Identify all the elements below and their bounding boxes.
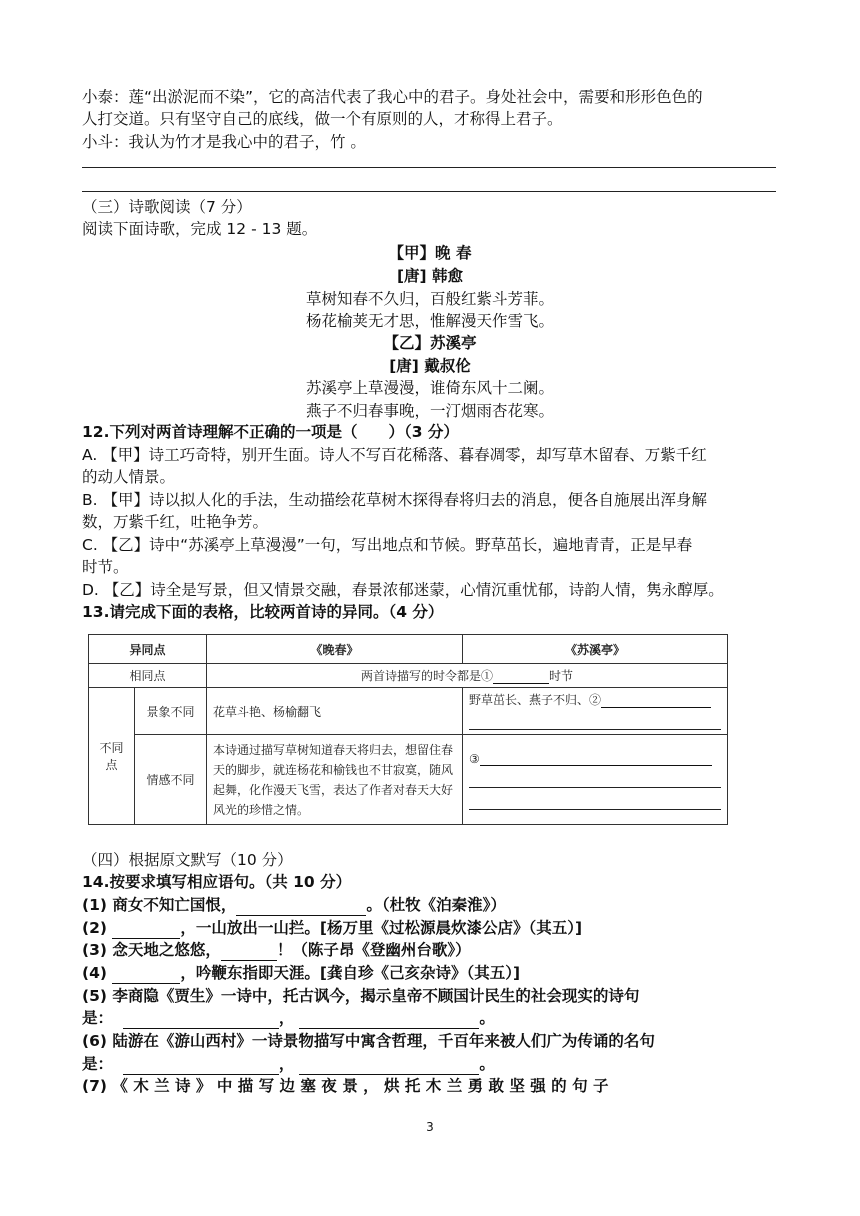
- answer-rule: [82, 167, 776, 168]
- fill-item-5-answer: [82, 1007, 495, 1029]
- fill-item-2: [82, 917, 582, 939]
- option-a-cont: 的动人情景。: [82, 468, 176, 486]
- dialogue-line: 小泰：莲“出淤泥而不染”，它的高洁代表了我心中的君子。身处社会中，需要和形形色色的: [82, 88, 703, 106]
- emotion-suxiting-cell: [463, 735, 728, 825]
- blank-3[interactable]: [480, 749, 712, 766]
- item-text: ，: [278, 1055, 295, 1073]
- answer-line[interactable]: [469, 767, 721, 788]
- fill-blank[interactable]: [221, 944, 277, 961]
- fill-blank[interactable]: [112, 967, 180, 984]
- item-text: (4): [82, 964, 113, 982]
- blank-1[interactable]: [493, 667, 549, 684]
- item-text: 。（杜牧《泊秦淮》）: [366, 896, 506, 914]
- scene-suxiting-cell: [463, 688, 728, 735]
- poem-line: 燕子不归春事晚，一汀烟雨杏花寒。: [305, 402, 554, 420]
- fill-item-7: (7) 《 木 兰 诗 》 中 描 写 边 塞 夜 景 ， 烘 托 木 兰 勇 敢 坚 强 的 句 子: [82, 1077, 609, 1095]
- row-label: 景象不同: [135, 688, 207, 735]
- answer-line[interactable]: [469, 709, 721, 730]
- question-stem: 14.按要求填写相应语句。（共 10 分）: [82, 873, 352, 891]
- fill-item-4: [82, 962, 520, 984]
- question-stem: 12.下列对两首诗理解不正确的一项是（ ）（3 分）: [82, 423, 459, 441]
- page-number: 3: [426, 1120, 434, 1134]
- option-a: A. 【甲】诗工巧奇特，别开生面。诗人不写百花稀落、暮春凋零，却写草木留春、万紫千红: [82, 446, 707, 464]
- item-text: 是：: [82, 1055, 114, 1073]
- scene-wanchun: 花草斗艳、杨榆翻飞: [207, 688, 463, 735]
- answer-line[interactable]: [469, 789, 721, 810]
- question-stem: 13.请完成下面的表格，比较两首诗的异同。（4 分）: [82, 603, 444, 621]
- dialogue-line: 小斗：我认为竹才是我心中的君子，竹 。: [82, 133, 366, 151]
- fill-blank[interactable]: [236, 899, 366, 916]
- fill-item-3: [82, 939, 471, 961]
- option-c-cont: 时节。: [82, 558, 129, 576]
- same-point-cell: [207, 664, 728, 688]
- item-text: ！（陈子昂《登幽州台歌》）: [276, 941, 471, 959]
- poem-line: 苏溪亭上草漫漫，谁倚东风十二阑。: [305, 379, 554, 397]
- section-heading: （四）根据原文默写（10 分）: [82, 851, 293, 869]
- option-c: C. 【乙】诗中“苏溪亭上草漫漫”一句，写出地点和节候。野草茁长，遍地青青，正是早春: [82, 536, 693, 554]
- item-text: 。: [479, 1009, 495, 1027]
- table-header: 《晚春》: [207, 635, 463, 664]
- row-label: 相同点: [89, 664, 207, 688]
- item-text: (2): [82, 919, 113, 937]
- poem-author: [唐] 韩愈: [396, 267, 464, 285]
- fill-blank[interactable]: [299, 1012, 479, 1029]
- scene-suxiting: 野草茁长、燕子不归、②: [469, 693, 602, 707]
- fill-item-6: (6) 陆游在《游山西村》一诗景物描写中寓含哲理，千百年来被人们广为传诵的名句: [82, 1032, 655, 1050]
- fill-blank[interactable]: [123, 1058, 279, 1075]
- item-text: (1) 商女不知亡国恨，: [82, 896, 237, 914]
- same-text-suffix: 时节: [549, 669, 574, 683]
- poem-author: [唐] 戴叔伦: [389, 357, 471, 375]
- option-b-cont: 数，万紫千红，吐艳争芳。: [82, 513, 269, 531]
- emotion-suxiting: ③: [469, 751, 480, 766]
- poem-line: 草树知春不久归，百般红紫斗芳菲。: [305, 290, 554, 308]
- item-text: ，一山放出一山拦。[杨万里《过松源晨炊漆公店》（其五）]: [180, 919, 583, 937]
- poem-title: 【甲】晚 春: [388, 244, 472, 262]
- same-text: 两首诗描写的时令都是①: [360, 669, 493, 683]
- table-header: 异同点: [89, 635, 207, 664]
- dialogue-line: 人打交道。只有坚守自己的底线，做一个有原则的人，才称得上君子。: [82, 110, 563, 128]
- emotion-wanchun: 本诗通过描写草树知道春天将归去，想留住春天的脚步，就连杨花和榆钱也不甘寂寞，随风起舞，化作漫天飞雪，表达了作者对春天大好风光的珍惜之情。: [207, 735, 463, 825]
- blank-2[interactable]: [601, 691, 711, 708]
- fill-item-6-answer: [82, 1053, 495, 1075]
- item-text: 是：: [82, 1009, 114, 1027]
- fill-blank[interactable]: [123, 1012, 279, 1029]
- item-text: (3) 念天地之悠悠，: [82, 941, 221, 959]
- comparison-table: [88, 634, 728, 825]
- option-b: B. 【甲】诗以拟人化的手法，生动描绘花草树木探得春将归去的消息，便各自施展出浑身解: [82, 491, 707, 509]
- section-heading: （三）诗歌阅读（7 分）: [82, 198, 252, 216]
- row-label: 不同点: [89, 688, 135, 825]
- fill-blank[interactable]: [299, 1058, 479, 1075]
- item-text: ，: [278, 1009, 295, 1027]
- instruction: 阅读下面诗歌，完成 12 - 13 题。: [82, 220, 318, 238]
- item-text: ，吟鞭东指即天涯。[龚自珍《己亥杂诗》（其五）]: [180, 964, 521, 982]
- fill-item-5: (5) 李商隐《贾生》一诗中，托古讽今，揭示皇帝不顾国计民生的社会现实的诗句: [82, 987, 640, 1005]
- answer-rule: [82, 191, 776, 192]
- poem-title: 【乙】苏溪亭: [383, 334, 477, 352]
- option-d: D. 【乙】诗全是写景，但又情景交融，春景浓郁迷蒙，心情沉重忧郁，诗韵人情，隽永醇厚。: [82, 581, 724, 599]
- fill-blank[interactable]: [112, 922, 180, 939]
- poem-line: 杨花榆荚无才思，惟解漫天作雪飞。: [305, 312, 554, 330]
- table-header: 《苏溪亭》: [463, 635, 728, 664]
- row-label: 情感不同: [135, 735, 207, 825]
- fill-item-1: [82, 894, 506, 916]
- item-text: 。: [479, 1055, 495, 1073]
